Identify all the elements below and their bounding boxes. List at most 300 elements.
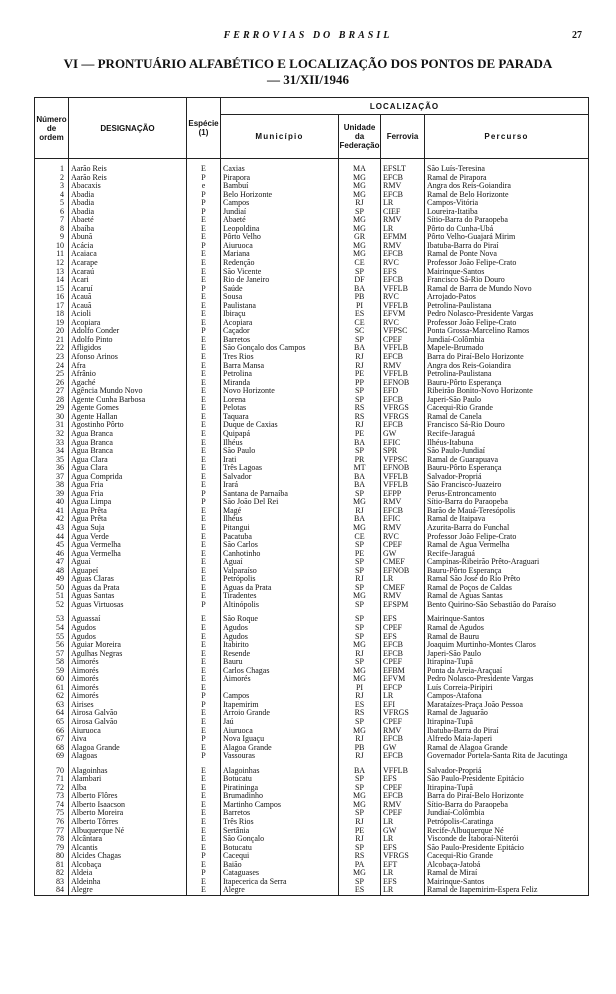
- row-percurso: Campos-Atafona: [425, 692, 589, 701]
- row-ferrovia: EFMM: [381, 233, 425, 242]
- row-uf: BA: [339, 473, 381, 482]
- row-designacao: Água Branca: [69, 439, 187, 448]
- row-municipio: Itapecerica da Serra: [221, 878, 339, 887]
- row-municipio: Nova Iguaçu: [221, 735, 339, 744]
- row-municipio: Arroio Grande: [221, 709, 339, 718]
- row-especie: E: [187, 718, 221, 727]
- row-especie: E: [187, 709, 221, 718]
- row-uf: SP: [339, 615, 381, 624]
- table-row: [35, 827, 589, 836]
- row-uf: CE: [339, 259, 381, 268]
- row-ferrovia: EFCB: [381, 641, 425, 650]
- row-number: 41: [35, 507, 69, 516]
- row-percurso: Ponta da Areia-Araçuaí: [425, 667, 589, 676]
- row-especie: E: [187, 818, 221, 827]
- row-percurso: Ramal de Ponte Nova: [425, 250, 589, 259]
- row-designacao: Alcides Chagas: [69, 852, 187, 861]
- table-row: [35, 615, 589, 624]
- table-row: [35, 567, 589, 576]
- row-uf: SP: [339, 624, 381, 633]
- row-uf: SP: [339, 718, 381, 727]
- row-municipio: Pitangui: [221, 524, 339, 533]
- row-number: 54: [35, 624, 69, 633]
- row-especie: E: [187, 456, 221, 465]
- table-row: [35, 362, 589, 371]
- row-uf: SP: [339, 447, 381, 456]
- row-municipio: Pacatuba: [221, 533, 339, 542]
- row-ferrovia: SPR: [381, 447, 425, 456]
- row-municipio: Barretos: [221, 809, 339, 818]
- row-designacao: Aldeia: [69, 869, 187, 878]
- row-number: 66: [35, 727, 69, 736]
- row-percurso: Ramal de Bauru: [425, 633, 589, 642]
- row-designacao: Afonso Arinos: [69, 353, 187, 362]
- row-uf: MG: [339, 216, 381, 225]
- row-uf: SP: [339, 490, 381, 499]
- row-uf: RJ: [339, 835, 381, 844]
- row-especie: E: [187, 775, 221, 784]
- row-designacao: Acioli: [69, 310, 187, 319]
- row-ferrovia: GW: [381, 550, 425, 559]
- row-designacao: Airises: [69, 701, 187, 710]
- row-number: 67: [35, 735, 69, 744]
- row-ferrovia: VFFLB: [381, 481, 425, 490]
- row-designacao: Água Comprida: [69, 473, 187, 482]
- row-uf: SP: [339, 396, 381, 405]
- row-ferrovia: RMV: [381, 592, 425, 601]
- row-ferrovia: LR: [381, 835, 425, 844]
- row-designacao: Abadia: [69, 199, 187, 208]
- row-number: 59: [35, 667, 69, 676]
- row-uf: MG: [339, 727, 381, 736]
- row-uf: SP: [339, 775, 381, 784]
- row-percurso: Ramal São José do Rio Prêto: [425, 575, 589, 584]
- row-designacao: Alberto Flôres: [69, 792, 187, 801]
- row-especie: P: [187, 852, 221, 861]
- running-head: [0, 30, 616, 44]
- row-ferrovia: LR: [381, 886, 425, 895]
- row-percurso: Francisco Sá-Rio Douro: [425, 276, 589, 285]
- row-especie: P: [187, 490, 221, 499]
- row-percurso: Ramal de Canela: [425, 413, 589, 422]
- table-row: [35, 550, 589, 559]
- row-designacao: Águas Virtuosas: [69, 601, 187, 610]
- row-percurso: Jundiaí-Colômbia: [425, 336, 589, 345]
- table-row: [35, 285, 589, 294]
- table-row: [35, 801, 589, 810]
- row-number: 71: [35, 775, 69, 784]
- table-row: [35, 439, 589, 448]
- row-designacao: Abunã: [69, 233, 187, 242]
- row-designacao: Águas Santas: [69, 592, 187, 601]
- table-row: [35, 624, 589, 633]
- row-number: 72: [35, 784, 69, 793]
- row-number: 35: [35, 456, 69, 465]
- row-especie: E: [187, 387, 221, 396]
- row-municipio: Jaú: [221, 718, 339, 727]
- row-ferrovia: EFCB: [381, 353, 425, 362]
- row-uf: RJ: [339, 353, 381, 362]
- row-municipio: Pelotas: [221, 404, 339, 413]
- table-row: [35, 592, 589, 601]
- row-designacao: Aimorés: [69, 658, 187, 667]
- row-municipio: Caxias: [221, 165, 339, 174]
- row-municipio: Sousa: [221, 293, 339, 302]
- row-uf: RJ: [339, 818, 381, 827]
- row-uf: MG: [339, 250, 381, 259]
- header-municipio: Município: [221, 115, 339, 159]
- row-designacao: Agente Hallan: [69, 413, 187, 422]
- table-row: [35, 809, 589, 818]
- row-municipio: Magé: [221, 507, 339, 516]
- row-especie: P: [187, 752, 221, 761]
- row-municipio: Irati: [221, 456, 339, 465]
- table-row: [35, 692, 589, 701]
- row-especie: E: [187, 370, 221, 379]
- row-municipio: Salvador: [221, 473, 339, 482]
- table-row: [35, 869, 589, 878]
- row-percurso: Angra dos Reis-Goiandira: [425, 362, 589, 371]
- row-ferrovia: EFI: [381, 701, 425, 710]
- row-uf: PI: [339, 684, 381, 693]
- row-ferrovia: EFS: [381, 615, 425, 624]
- row-percurso: Salvador-Propriá: [425, 767, 589, 776]
- row-designacao: Alcantis: [69, 844, 187, 853]
- row-designacao: Água Limpa: [69, 498, 187, 507]
- table-row: [35, 447, 589, 456]
- row-uf: RJ: [339, 507, 381, 516]
- row-uf: MG: [339, 191, 381, 200]
- row-uf: RJ: [339, 650, 381, 659]
- table-row: [35, 481, 589, 490]
- table-row: [35, 327, 589, 336]
- row-percurso: Pedro Nolasco-Presidente Vargas: [425, 675, 589, 684]
- row-municipio: Belo Horizonte: [221, 191, 339, 200]
- row-uf: GR: [339, 233, 381, 242]
- table-header: [35, 98, 589, 159]
- row-especie: E: [187, 276, 221, 285]
- row-ferrovia: EFCB: [381, 250, 425, 259]
- row-designacao: Água Vermelha: [69, 541, 187, 550]
- row-designacao: Agudos: [69, 624, 187, 633]
- row-ferrovia: RMV: [381, 216, 425, 225]
- row-ferrovia: VFRGS: [381, 852, 425, 861]
- row-especie: P: [187, 498, 221, 507]
- table-row: [35, 490, 589, 499]
- row-number: 32: [35, 430, 69, 439]
- row-number: 45: [35, 541, 69, 550]
- table-row: [35, 379, 589, 388]
- row-number: 84: [35, 886, 69, 895]
- row-ferrovia: EFCB: [381, 276, 425, 285]
- row-municipio: São Paulo: [221, 447, 339, 456]
- row-ferrovia: EFS: [381, 878, 425, 887]
- row-uf: PP: [339, 379, 381, 388]
- row-percurso: Jundiaí-Colômbia: [425, 809, 589, 818]
- row-especie: E: [187, 744, 221, 753]
- row-uf: SP: [339, 633, 381, 642]
- row-municipio: Martinho Campos: [221, 801, 339, 810]
- row-ferrovia: EFNOB: [381, 567, 425, 576]
- row-especie: E: [187, 319, 221, 328]
- row-especie: E: [187, 624, 221, 633]
- row-especie: E: [187, 216, 221, 225]
- row-especie: E: [187, 809, 221, 818]
- row-municipio: Ilhéus: [221, 439, 339, 448]
- stops-table: [34, 97, 589, 896]
- row-municipio: Três Lagoas: [221, 464, 339, 473]
- row-ferrovia: RVC: [381, 319, 425, 328]
- row-designacao: Abadia: [69, 191, 187, 200]
- row-especie: E: [187, 641, 221, 650]
- table-row: [35, 684, 589, 693]
- row-ferrovia: CPEF: [381, 336, 425, 345]
- table-row: [35, 601, 589, 610]
- row-number: 18: [35, 310, 69, 319]
- row-percurso: Ramal de Itaipava: [425, 515, 589, 524]
- row-ferrovia: CPEF: [381, 784, 425, 793]
- row-especie: P: [187, 208, 221, 217]
- row-uf: MT: [339, 464, 381, 473]
- row-designacao: Abaeté: [69, 216, 187, 225]
- row-number: 5: [35, 199, 69, 208]
- row-percurso: Ramal de Barra de Mundo Novo: [425, 285, 589, 294]
- row-number: 73: [35, 792, 69, 801]
- row-uf: BA: [339, 344, 381, 353]
- header-ferrovia: Ferrovia: [381, 115, 425, 159]
- row-percurso: São Paulo-Jundiaí: [425, 447, 589, 456]
- table-row: [35, 353, 589, 362]
- row-percurso: Campinas-Ribeirão Prêto-Araguari: [425, 558, 589, 567]
- row-percurso: Ramal de Belo Horizonte: [425, 191, 589, 200]
- row-ferrovia: VFRGS: [381, 413, 425, 422]
- row-number: 78: [35, 835, 69, 844]
- row-designacao: Alberto Moreira: [69, 809, 187, 818]
- row-number: 29: [35, 404, 69, 413]
- row-percurso: Ramal de Pirapora: [425, 174, 589, 183]
- row-municipio: Águas da Prata: [221, 584, 339, 593]
- row-municipio: Alegre: [221, 886, 339, 895]
- row-municipio: Tres Rios: [221, 353, 339, 362]
- row-especie: E: [187, 165, 221, 174]
- row-uf: MG: [339, 592, 381, 601]
- row-number: 23: [35, 353, 69, 362]
- row-especie: E: [187, 558, 221, 567]
- row-municipio: Aguaí: [221, 558, 339, 567]
- table-row: [35, 835, 589, 844]
- table-row: [35, 302, 589, 311]
- table-row: [35, 633, 589, 642]
- row-municipio: Duque de Caxias: [221, 421, 339, 430]
- row-percurso: Loureira-Itatiba: [425, 208, 589, 217]
- row-especie: E: [187, 310, 221, 319]
- table-row: [35, 861, 589, 870]
- table-row: [35, 250, 589, 259]
- table-row: [35, 752, 589, 761]
- row-municipio: Valparaíso: [221, 567, 339, 576]
- row-uf: SP: [339, 844, 381, 853]
- row-ferrovia: VFPSC: [381, 327, 425, 336]
- table-row: [35, 701, 589, 710]
- row-designacao: Acopiara: [69, 319, 187, 328]
- row-designacao: Afligidos: [69, 344, 187, 353]
- row-percurso: Azurita-Barra do Funchal: [425, 524, 589, 533]
- row-municipio: Brumadinho: [221, 792, 339, 801]
- row-especie: P: [187, 601, 221, 610]
- row-ferrovia: VFRGS: [381, 404, 425, 413]
- row-designacao: Aimorés: [69, 692, 187, 701]
- row-uf: MA: [339, 165, 381, 174]
- row-designacao: Água Prêta: [69, 507, 187, 516]
- section-title: [0, 56, 616, 88]
- row-uf: PE: [339, 370, 381, 379]
- row-designacao: Aimorés: [69, 675, 187, 684]
- table-row: [35, 515, 589, 524]
- row-percurso: Itirapina-Tupã: [425, 718, 589, 727]
- row-especie: E: [187, 336, 221, 345]
- row-especie: E: [187, 473, 221, 482]
- row-number: 83: [35, 878, 69, 887]
- row-ferrovia: RMV: [381, 182, 425, 191]
- row-ferrovia: RMV: [381, 498, 425, 507]
- row-designacao: Alegre: [69, 886, 187, 895]
- row-especie: E: [187, 413, 221, 422]
- row-uf: ES: [339, 886, 381, 895]
- row-ferrovia: EFCB: [381, 174, 425, 183]
- row-designacao: Alcântara: [69, 835, 187, 844]
- row-municipio: Acopiara: [221, 319, 339, 328]
- row-percurso: São Paulo-Presidente Epitácio: [425, 775, 589, 784]
- row-percurso: Barra do Piraí-Belo Horizonte: [425, 353, 589, 362]
- row-especie: E: [187, 302, 221, 311]
- table-row: [35, 852, 589, 861]
- row-ferrovia: RVC: [381, 259, 425, 268]
- row-percurso: Recife-Albuquerque Né: [425, 827, 589, 836]
- row-number: 1: [35, 165, 69, 174]
- row-uf: MG: [339, 225, 381, 234]
- row-uf: MG: [339, 242, 381, 251]
- row-designacao: Aguapeí: [69, 567, 187, 576]
- table-row: [35, 404, 589, 413]
- row-uf: BA: [339, 285, 381, 294]
- row-municipio: Jundiaí: [221, 208, 339, 217]
- row-municipio: Pirapora: [221, 174, 339, 183]
- row-especie: E: [187, 835, 221, 844]
- row-number: 43: [35, 524, 69, 533]
- row-especie: E: [187, 464, 221, 473]
- row-especie: E: [187, 827, 221, 836]
- row-percurso: Bento Quirino-São Sebastião do Paraíso: [425, 601, 589, 610]
- row-especie: E: [187, 353, 221, 362]
- row-percurso: São Luís-Teresina: [425, 165, 589, 174]
- table-row: [35, 387, 589, 396]
- row-percurso: Ibatuba-Barra do Piraí: [425, 242, 589, 251]
- row-municipio: Rio de Janeiro: [221, 276, 339, 285]
- row-municipio: Cacequi: [221, 852, 339, 861]
- row-uf: MG: [339, 498, 381, 507]
- row-designacao: Agente Gomes: [69, 404, 187, 413]
- row-ferrovia: EFPP: [381, 490, 425, 499]
- row-ferrovia: EFD: [381, 387, 425, 396]
- row-number: 14: [35, 276, 69, 285]
- row-especie: E: [187, 481, 221, 490]
- table-row: [35, 336, 589, 345]
- row-number: 15: [35, 285, 69, 294]
- row-uf: RJ: [339, 362, 381, 371]
- row-number: 30: [35, 413, 69, 422]
- row-number: 4: [35, 191, 69, 200]
- row-especie: E: [187, 515, 221, 524]
- row-uf: MG: [339, 667, 381, 676]
- row-uf: MG: [339, 792, 381, 801]
- row-municipio: Sertânia: [221, 827, 339, 836]
- row-number: 8: [35, 225, 69, 234]
- table-row: [35, 735, 589, 744]
- row-municipio: Mariana: [221, 250, 339, 259]
- row-designacao: Airosa Galvão: [69, 709, 187, 718]
- row-municipio: Barretos: [221, 336, 339, 345]
- row-municipio: Petrópolis: [221, 575, 339, 584]
- row-number: 65: [35, 718, 69, 727]
- table-row: [35, 641, 589, 650]
- row-percurso: Ponta Grossa-Marcelino Ramos: [425, 327, 589, 336]
- row-municipio: Saúde: [221, 285, 339, 294]
- row-percurso: Japeri-São Paulo: [425, 396, 589, 405]
- row-percurso: Itirapina-Tupã: [425, 784, 589, 793]
- row-designacao: Acauã: [69, 302, 187, 311]
- row-uf: MG: [339, 801, 381, 810]
- row-municipio: Itapemirim: [221, 701, 339, 710]
- row-ferrovia: EFNOB: [381, 464, 425, 473]
- row-especie: E: [187, 567, 221, 576]
- row-ferrovia: LR: [381, 199, 425, 208]
- row-ferrovia: VFRGS: [381, 709, 425, 718]
- row-designacao: Abacaxis: [69, 182, 187, 191]
- row-percurso: Ramal de Jaguarão: [425, 709, 589, 718]
- row-percurso: Angra dos Reis-Goiandira: [425, 182, 589, 191]
- table-row: [35, 174, 589, 183]
- row-municipio: São João Del Rei: [221, 498, 339, 507]
- table-row: [35, 575, 589, 584]
- row-ferrovia: LR: [381, 225, 425, 234]
- row-percurso: Ramal de Alagoa Grande: [425, 744, 589, 753]
- row-ferrovia: EFIC: [381, 515, 425, 524]
- row-designacao: Aiuruoca: [69, 727, 187, 736]
- row-municipio: São Gonçalo dos Campos: [221, 344, 339, 353]
- table-row: [35, 784, 589, 793]
- row-municipio: Agudos: [221, 624, 339, 633]
- row-number: 21: [35, 336, 69, 345]
- table-row: [35, 199, 589, 208]
- table-row: [35, 225, 589, 234]
- row-ferrovia: EFBM: [381, 667, 425, 676]
- row-number: 53: [35, 615, 69, 624]
- row-percurso: Japeri-São Paulo: [425, 650, 589, 659]
- row-ferrovia: CPEF: [381, 809, 425, 818]
- row-especie: E: [187, 575, 221, 584]
- row-municipio: Bambuí: [221, 182, 339, 191]
- row-number: 70: [35, 767, 69, 776]
- row-number: 28: [35, 396, 69, 405]
- row-number: 36: [35, 464, 69, 473]
- table-row: [35, 396, 589, 405]
- row-percurso: Mairinque-Santos: [425, 878, 589, 887]
- row-especie: E: [187, 784, 221, 793]
- row-designacao: Água Verde: [69, 533, 187, 542]
- row-number: 50: [35, 584, 69, 593]
- table-row: [35, 507, 589, 516]
- row-designacao: Aimorés: [69, 684, 187, 693]
